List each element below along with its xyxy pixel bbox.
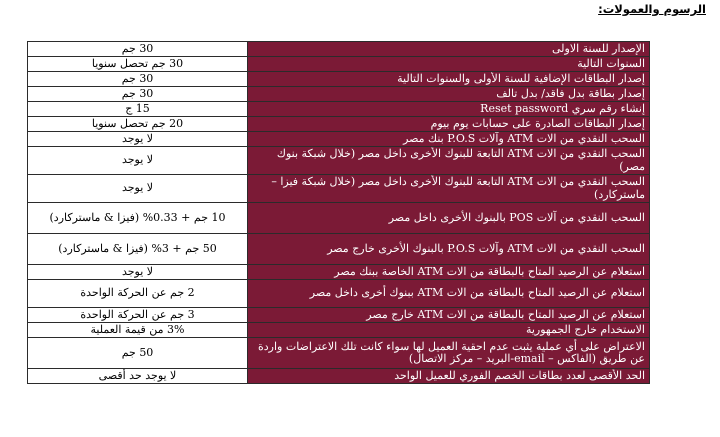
fee-label: السنوات التالية [248,57,650,72]
fee-value: لا يوجد [28,132,248,147]
fee-label: إصدار بطاقة بدل فاقد/ بدل تالف [248,87,650,102]
fee-row [28,323,650,338]
fees-table-body [28,42,650,384]
fee-label: السحب النقدي من الات ATM التابعة للبنوك الأخرى داخل مصر (خلال شبكة فيزا – ماستركارد) [248,175,650,203]
fee-row [28,234,650,265]
fee-row [28,175,650,203]
fee-label: السحب النقدي من آلات POS بالبنوك الأخرى داخل مصر [248,203,650,234]
fee-label: الحد الأقصى لعدد بطاقات الخصم الفوري للعميل الواحد [248,369,650,384]
fee-value: 50 جم + 3% (فيزا & ماستركارد) [28,234,248,265]
fee-row [28,369,650,384]
fee-row [28,147,650,175]
fee-row [28,72,650,87]
fee-row [28,87,650,102]
fee-row [28,42,650,57]
fee-label: إصدار البطاقات الإضافية للسنة الأولى والسنوات التالية [248,72,650,87]
fee-label: استعلام عن الرصيد المتاح بالبطاقة من الات ATM خارج مصر [248,308,650,323]
fee-label: الاستخدام خارج الجمهورية [248,323,650,338]
fee-value: 2 جم عن الحركة الواحدة [28,280,248,308]
fee-value: لا يوجد حد أقصى [28,369,248,384]
fee-label: السحب النقدي من الات ATM وآلات P.O.S بنك مصر [248,132,650,147]
fee-value: لا يوجد [28,175,248,203]
section-heading: الرسوم والعمولات: [598,2,706,16]
fee-row [28,117,650,132]
fee-value: 20 جم تحصل سنويا [28,117,248,132]
fee-label: استعلام عن الرصيد المتاح بالبطاقة من الات ATM ببنوك أخرى داخل مصر [248,280,650,308]
fee-row [28,102,650,117]
fees-table [27,41,650,384]
fee-row [28,265,650,280]
fee-row [28,338,650,369]
fee-value: 50 جم [28,338,248,369]
fee-value: 3% من قيمة العملية [28,323,248,338]
fee-value: 3 جم عن الحركة الواحدة [28,308,248,323]
fee-row [28,132,650,147]
fee-label: الإصدار للسنة الاولى [248,42,650,57]
fee-row [28,57,650,72]
fee-label: الاعتراض على أي عملية يثبت عدم احقية العميل لها سواء كانت تلك الاعتراضات واردة عن طريق (الفاكس – email-البريد – مركز الاتصال) [248,338,650,369]
fee-label: إنشاء رقم سري Reset password [248,102,650,117]
fee-value: 30 جم [28,72,248,87]
fee-label: استعلام عن الرصيد المتاح بالبطاقة من الات ATM الخاصة ببنك مصر [248,265,650,280]
fee-value: 30 جم [28,87,248,102]
fee-value: 15 ج [28,102,248,117]
fee-row [28,308,650,323]
fee-value: لا يوجد [28,265,248,280]
fee-row [28,203,650,234]
fee-row [28,280,650,308]
fee-label: السحب النقدي من الات ATM التابعة للبنوك الأخرى داخل مصر (خلال شبكة بنوك مصر) [248,147,650,175]
fee-value: 10 جم + 0.33% (فيزا & ماستركارد) [28,203,248,234]
fee-value: 30 جم تحصل سنويا [28,57,248,72]
fee-label: السحب النقدي من الات ATM وآلات P.O.S بالبنوك الأخرى خارج مصر [248,234,650,265]
fee-value: لا يوجد [28,147,248,175]
fee-label: إصدار البطاقات الصادرة على حسابات يوم بيوم [248,117,650,132]
fee-value: 30 جم [28,42,248,57]
